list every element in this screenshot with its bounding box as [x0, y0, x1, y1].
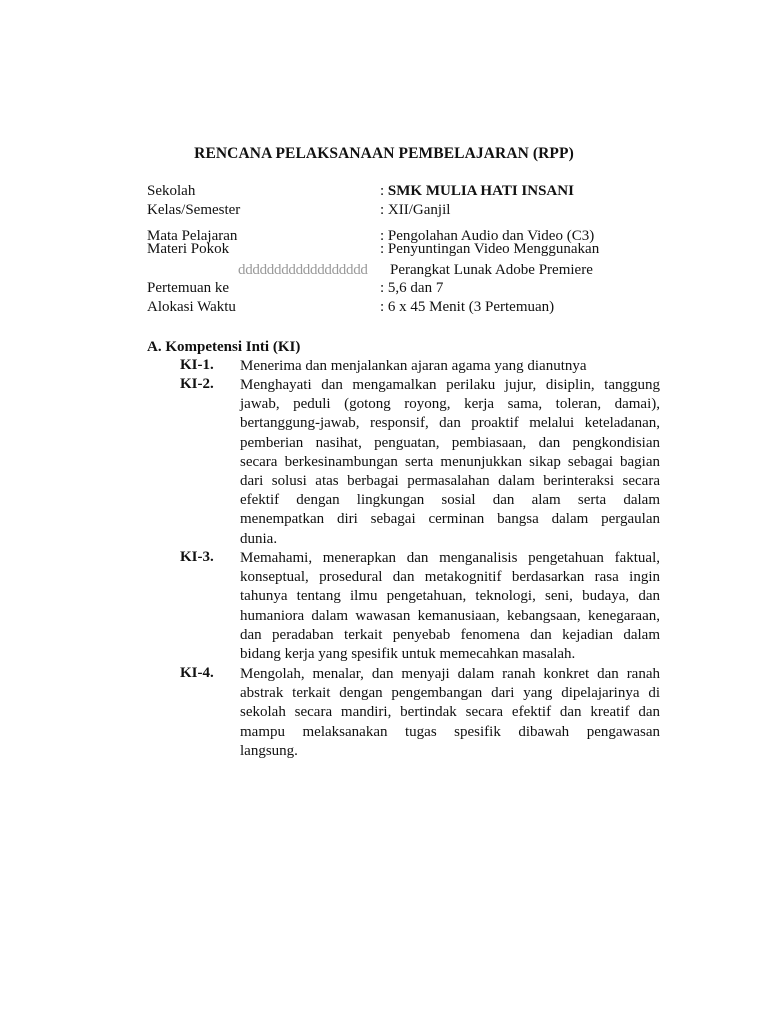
- ki-text-line: tahunya tentang ilmu pengetahuan, teknologi, seni, budaya, dan: [240, 588, 660, 605]
- ki-text-line: dari solusi atas berbagai permasalahan dalam berinteraksi secara: [240, 473, 660, 490]
- ki-text-line: dunia.: [240, 530, 278, 547]
- sekolah-value: [380, 183, 574, 200]
- ki-code: KI-3.: [180, 549, 214, 565]
- ki-text-line: sekolah secara mandiri, bertindak secara efektif dan kreatif dan: [240, 704, 660, 721]
- ki-text-line: bertanggung-jawab, responsif, dan proaktif melalui keteladanan,: [240, 415, 660, 432]
- ki-text-line: efektif dengan lingkungan sosial dan alam serta dalam: [240, 492, 660, 509]
- materi-value-continued: Perangkat Lunak Adobe Premiere: [390, 262, 593, 278]
- ki-text-line: Menerima dan menjalankan ajaran agama yang dianutnya: [240, 358, 587, 374]
- ki-text-line: dan peradaban terkait penyebab fenomena dan kejadian dalam: [240, 626, 660, 643]
- pertemuan-value: : 5,6 dan 7: [380, 280, 444, 296]
- ki-text-line: secara berkesinambungan serta menunjukkan sikap sebagai bagian: [240, 453, 660, 470]
- mapel-label: Mata Pelajaran: [147, 228, 238, 244]
- ki-text: [240, 376, 660, 549]
- ki-text-line: Memahami, menerapkan dan menganalisis pengetahuan faktual,: [240, 550, 660, 566]
- filler-text: dddddddddddddddddd: [238, 262, 368, 278]
- ki-text-line: jawab, peduli (gotong royong, kerja sama, toleran, damai),: [240, 396, 660, 413]
- ki-text-line: humaniora dalam wawasan kemanusiaan, kebangsaan, kenegaraan,: [240, 607, 660, 624]
- sekolah-separator: :: [380, 183, 388, 199]
- document-title: RENCANA PELAKSANAAN PEMBELAJARAN (RPP): [194, 145, 574, 162]
- kelas-label: Kelas/Semester: [147, 202, 241, 218]
- ki-text-line: menempatkan diri sebagai cerminan bangsa dalam pergaulan: [240, 511, 660, 528]
- ki-text: [240, 665, 660, 761]
- ki-text-line: langsung.: [240, 742, 298, 759]
- ki-text-line: pemberian nasihat, penguatan, pembiasaan, dan pengkondisian: [240, 434, 660, 451]
- sekolah-name: SMK MULIA HATI INSANI: [387, 183, 574, 199]
- alokasi-label: Alokasi Waktu: [147, 299, 236, 315]
- ki-text-line: abstrak terkait dengan pengembangan dari yang dipelajarinya di: [240, 685, 660, 702]
- materi-label: Materi Pokok: [147, 241, 230, 257]
- pertemuan-label: Pertemuan ke: [147, 280, 230, 296]
- ki-text-line: mampu melaksanakan tugas spesifik dibawah pengawasan: [240, 723, 660, 740]
- ki-text-line: Mengolah, menalar, dan menyaji dalam ranah konkret dan ranah: [240, 666, 660, 682]
- ki-code: KI-4.: [180, 665, 214, 681]
- ki-text: [240, 549, 660, 664]
- kelas-value: : XII/Ganjil: [380, 202, 451, 218]
- sekolah-label: Sekolah: [147, 183, 196, 199]
- ki-text-line: bidang kerja yang spesifik untuk memecahkan masalah.: [240, 646, 576, 663]
- ki-text-line: konseptual, prosedural dan metakognitif berdasarkan rasa ingin: [240, 569, 660, 586]
- ki-text: [240, 357, 660, 376]
- alokasi-value: : 6 x 45 Menit (3 Pertemuan): [380, 299, 555, 315]
- materi-value: : Penyuntingan Video Menggunakan: [380, 241, 600, 257]
- ki-text-line: Menghayati dan mengamalkan perilaku jujur, disiplin, tanggung: [240, 377, 660, 393]
- mapel-value: : Pengolahan Audio dan Video (C3): [380, 228, 595, 244]
- ki-code: KI-1.: [180, 357, 214, 373]
- ki-code: KI-2.: [180, 376, 214, 392]
- section-heading-ki: A. Kompetensi Inti (KI): [147, 339, 301, 355]
